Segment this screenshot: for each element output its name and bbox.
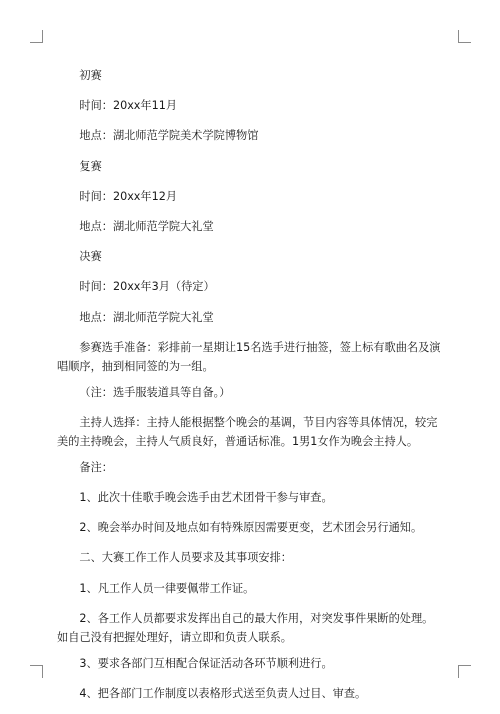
crop-mark-bottom-left [30,665,43,678]
remark-1: 1、此次十佳歌手晚会选手由艺术团骨干参与审查。 [79,491,333,505]
contestant-note: （注：选手服装道具等自备。） [79,385,231,399]
final-location: 地点：湖北师范学院大礼堂 [79,310,214,324]
heading-final: 决赛 [79,250,102,264]
final-time: 时间：20xx年3月（待定） [79,280,215,294]
crop-mark-bottom-right [458,665,471,678]
host-selection: 主持人选择：主持人能根据整个晚会的基调，节目内容等具体情况，较完美的主持晚会，主持人气质良好，普通话标准。1男1女作为晚会主持人。 [57,415,438,448]
remark-2: 2、晚会举办时间及地点如有特殊原因需要更变，艺术团会另行通知。 [79,521,423,535]
preliminary-time: 时间：20xx年11月 [79,99,178,113]
contestant-preparation: 参赛选手准备：彩排前一星期让15名选手进行抽签，签上标有歌曲名及演唱顺序，抽到相同签的为一组。 [57,340,441,373]
staff-rule-4: 4、把各部门工作制度以表格形式送至负责人过目、审查。 [79,687,367,700]
section-staff-requirements: 二、大赛工作工作人员要求及其事项安排： [79,551,292,565]
document-body [57,66,443,714]
crop-mark-top-right [458,30,471,43]
heading-semifinal: 复赛 [79,159,102,173]
staff-rule-1: 1、凡工作人员一律要佩带工作证。 [79,581,255,595]
staff-rule-3: 3、要求各部门互相配合保证活动各环节顺利进行。 [79,656,333,670]
heading-preliminary: 初赛 [79,69,102,82]
preliminary-location: 地点：湖北师范学院美术学院博物馆 [79,129,259,143]
semifinal-location: 地点：湖北师范学院大礼堂 [79,219,214,233]
semifinal-time: 时间：20xx年12月 [79,189,178,203]
crop-mark-top-left [30,30,43,43]
staff-rule-2: 2、各工作人员都要求发挥出自己的最大作用，对突发事件果断的处理。如自己没有把握处理好，请立即和负责人联系。 [57,611,434,644]
remarks-heading: 备注： [79,460,113,474]
